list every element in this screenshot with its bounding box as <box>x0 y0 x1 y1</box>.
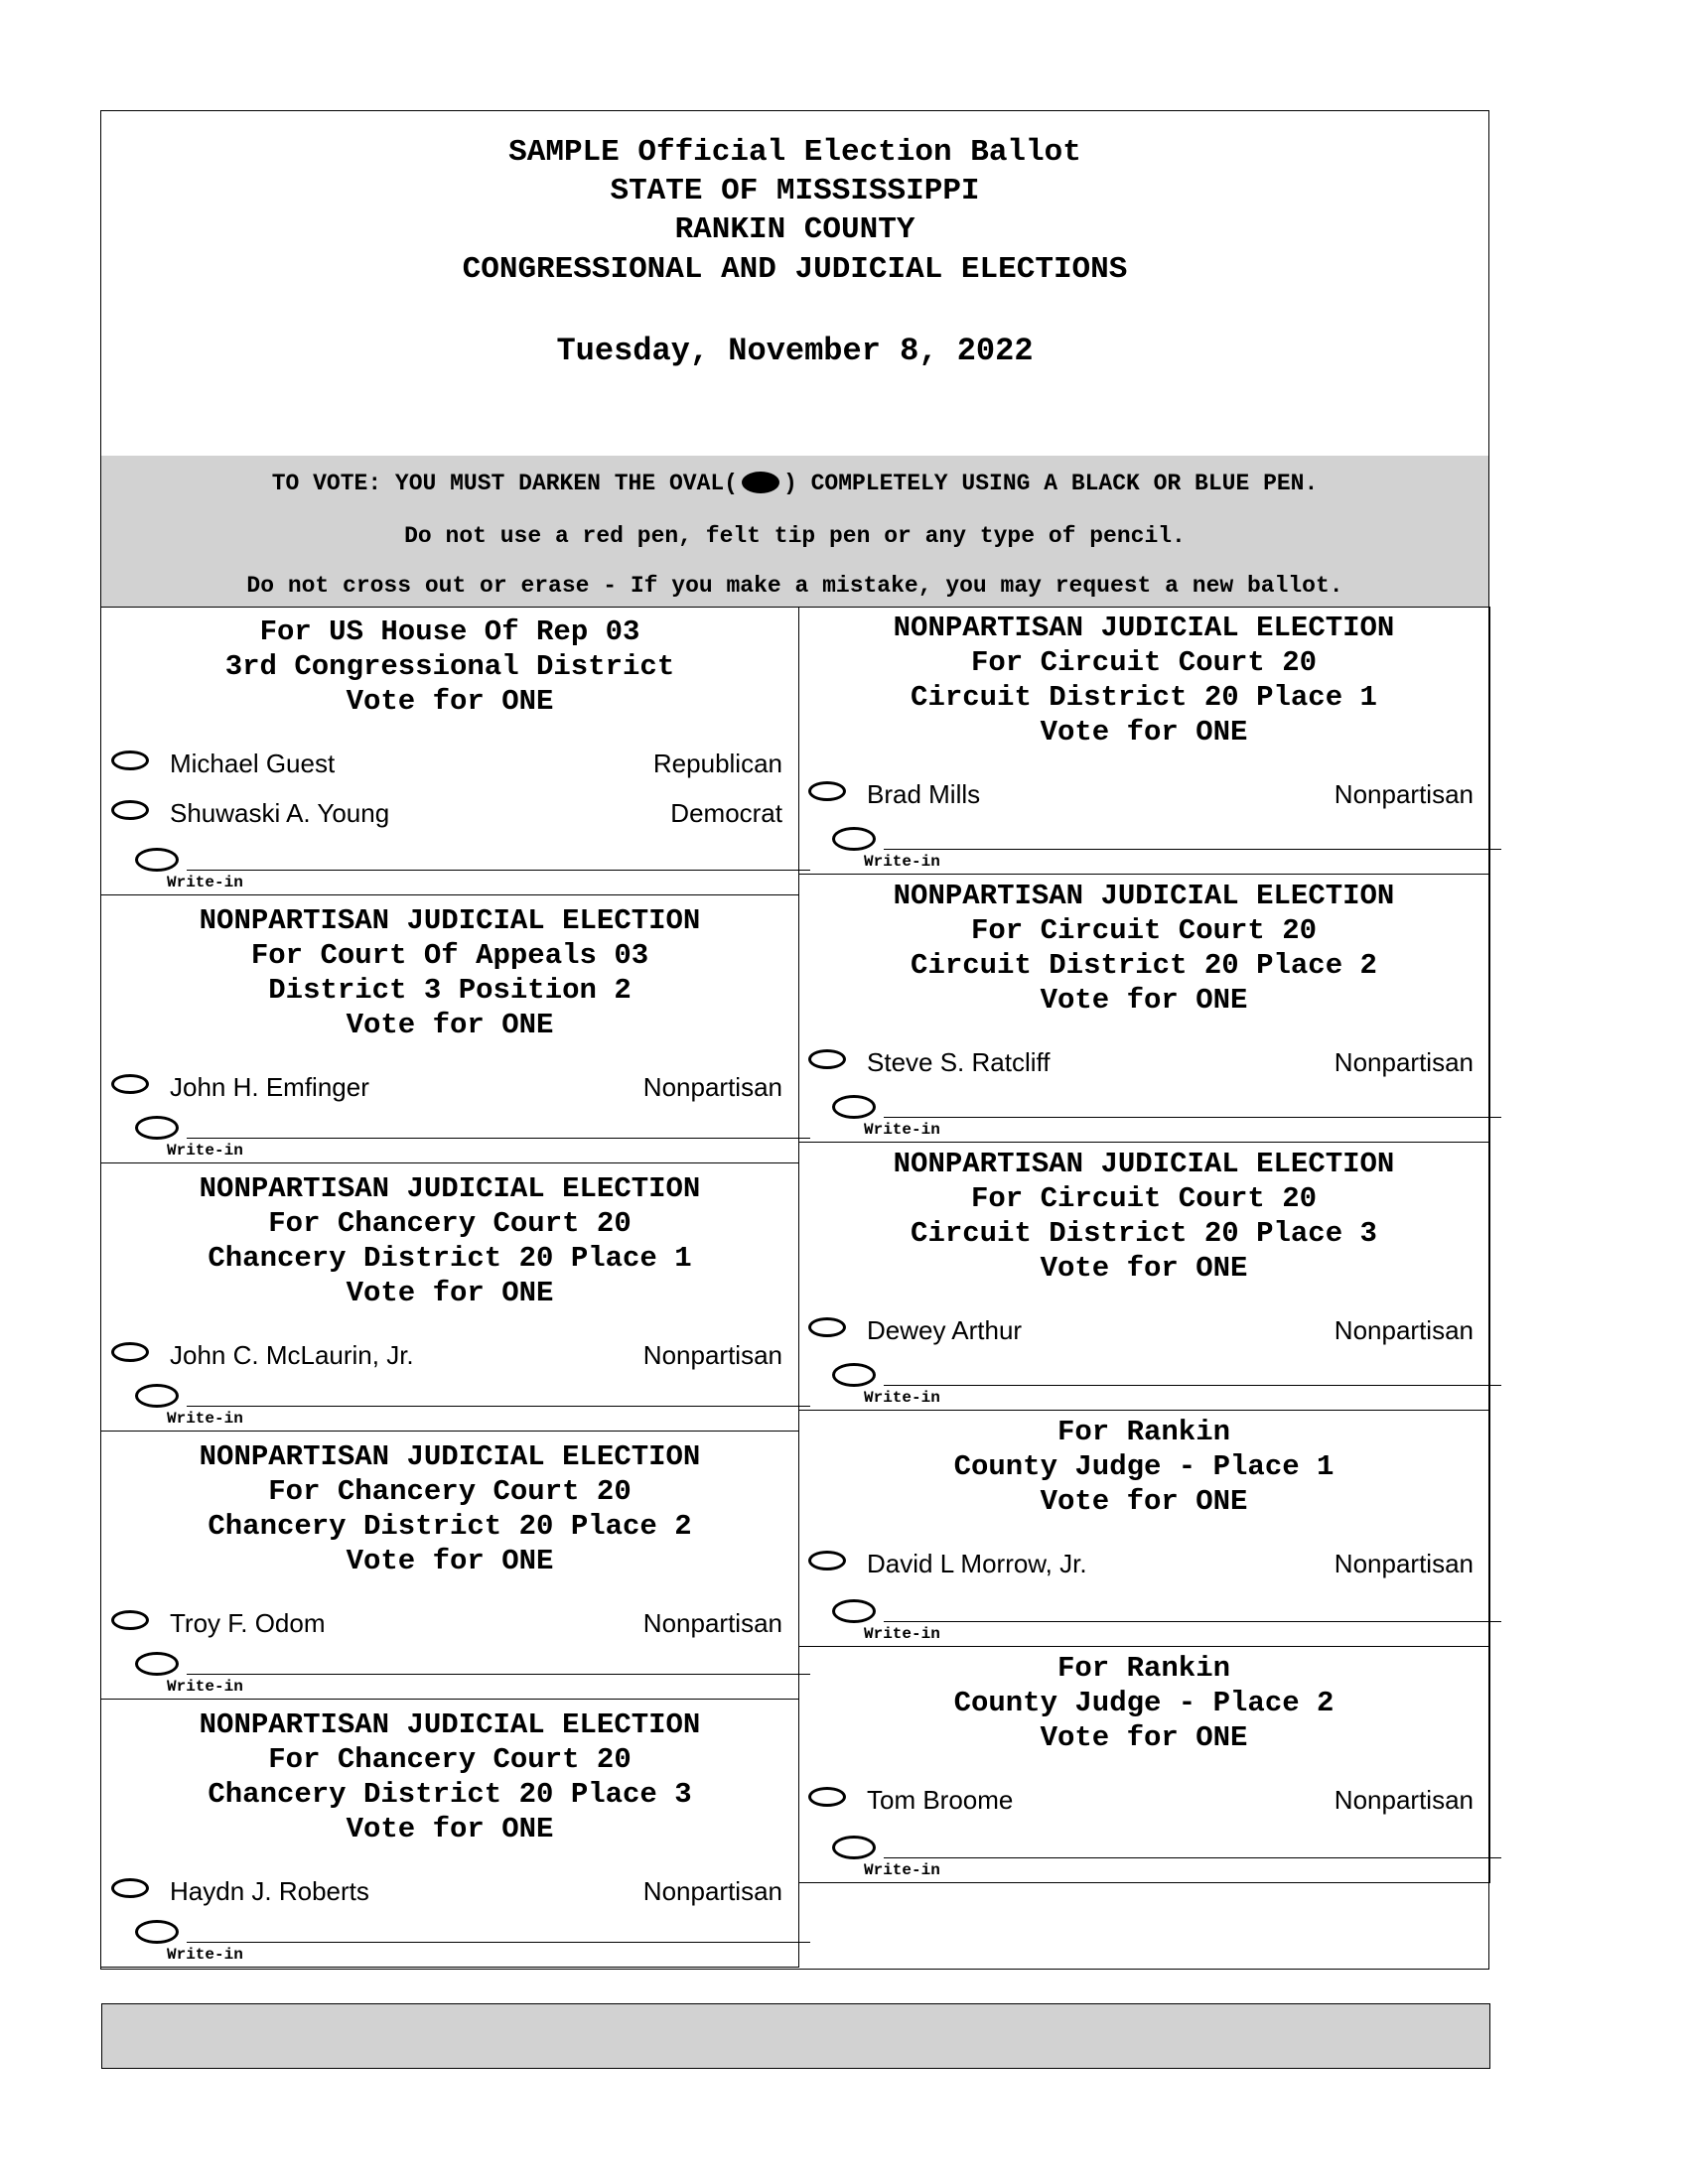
write-in-oval[interactable] <box>135 1920 179 1944</box>
contest-title-line: District 3 Position 2 <box>268 974 632 1007</box>
instruction-line-1 <box>101 470 1488 497</box>
write-in-line[interactable] <box>884 849 1501 850</box>
instruction-line-2: Do not use a red pen, felt tip pen or any type of pencil. <box>404 523 1186 549</box>
contest-title-line: NONPARTISAN JUDICIAL ELECTION <box>893 880 1395 912</box>
vote-oval[interactable] <box>808 1049 846 1069</box>
contest-title-line: For Chancery Court 20 <box>268 1207 632 1240</box>
filled-oval-icon <box>742 472 779 493</box>
write-in-row <box>798 1836 1489 1879</box>
write-in-row <box>101 1116 798 1160</box>
vote-oval[interactable] <box>111 1878 149 1898</box>
contest-title-line: Vote for ONE <box>1040 1252 1248 1285</box>
write-in-row <box>101 848 798 891</box>
contest-right-5 <box>798 1647 1490 1883</box>
contest-right-4 <box>798 1411 1490 1647</box>
contest-title-line: Vote for ONE <box>346 1277 554 1309</box>
contest-title-line: Vote for ONE <box>1040 716 1248 749</box>
ballot-title: SAMPLE Official Election Ballot <box>508 135 1081 170</box>
contest-title-line: For Court Of Appeals 03 <box>250 939 649 972</box>
candidate-row <box>101 1340 798 1374</box>
write-in-label: Write-in <box>864 1121 940 1139</box>
write-in-label: Write-in <box>167 1678 243 1696</box>
write-in-line[interactable] <box>187 1138 810 1139</box>
contest-title-line: Vote for ONE <box>346 685 554 718</box>
candidate-party: Nonpartisan <box>642 1608 782 1638</box>
candidate-party: Nonpartisan <box>1334 779 1474 809</box>
write-in-oval[interactable] <box>135 1384 179 1408</box>
candidate-row <box>101 1072 798 1106</box>
write-in-line[interactable] <box>187 1942 810 1943</box>
contest-right-1 <box>798 607 1490 875</box>
candidate-row <box>101 1876 798 1910</box>
contest-title-line: Circuit District 20 Place 3 <box>911 1217 1377 1250</box>
write-in-oval[interactable] <box>135 848 179 872</box>
candidate-name: Michael Guest <box>170 749 336 778</box>
instruction-line-1-end: ) COMPLETELY USING A BLACK OR BLUE PEN. <box>782 471 1319 496</box>
write-in-line[interactable] <box>884 1385 1501 1386</box>
write-in-label: Write-in <box>864 1861 940 1879</box>
contest-right-3 <box>798 1143 1490 1411</box>
candidate-row <box>798 779 1489 813</box>
contest-title-line: NONPARTISAN JUDICIAL ELECTION <box>199 1440 701 1473</box>
candidate-party: Nonpartisan <box>1334 1785 1474 1815</box>
candidate-name: Tom Broome <box>867 1785 1014 1815</box>
election-date: Tuesday, November 8, 2022 <box>556 333 1034 369</box>
candidate-row <box>101 749 798 782</box>
contest-title-line: Circuit District 20 Place 2 <box>911 949 1377 982</box>
vote-oval[interactable] <box>111 1342 149 1362</box>
write-in-label: Write-in <box>167 1142 243 1160</box>
contest-title-line: Chancery District 20 Place 3 <box>208 1778 692 1811</box>
vote-oval[interactable] <box>808 1551 846 1570</box>
contest-title-line: 3rd Congressional District <box>224 650 675 683</box>
ballot-header <box>101 111 1488 457</box>
write-in-oval[interactable] <box>832 827 876 851</box>
contest-title-line: Vote for ONE <box>1040 1485 1248 1518</box>
write-in-row <box>101 1920 798 1964</box>
write-in-row <box>101 1384 798 1428</box>
candidate-row <box>798 1047 1489 1081</box>
candidate-party: Nonpartisan <box>642 1876 782 1906</box>
write-in-label: Write-in <box>167 1946 243 1964</box>
write-in-oval[interactable] <box>832 1599 876 1623</box>
vote-oval[interactable] <box>111 1610 149 1630</box>
candidate-row <box>101 1608 798 1642</box>
contest-title-line: For Circuit Court 20 <box>970 914 1318 947</box>
candidate-name: Steve S. Ratcliff <box>867 1047 1051 1077</box>
vote-oval[interactable] <box>111 1074 149 1094</box>
write-in-label: Write-in <box>864 853 940 871</box>
county-name: RANKIN COUNTY <box>674 212 915 247</box>
contest-title-line: Vote for ONE <box>1040 984 1248 1017</box>
write-in-row <box>798 1363 1489 1407</box>
candidate-name: Dewey Arthur <box>867 1315 1023 1345</box>
candidate-name: Shuwaski A. Young <box>170 798 390 828</box>
write-in-line[interactable] <box>884 1857 1501 1858</box>
contest-left-3 <box>101 1163 799 1432</box>
candidate-name: Troy F. Odom <box>170 1608 326 1638</box>
write-in-label: Write-in <box>167 874 243 891</box>
candidate-row <box>101 798 798 832</box>
candidate-row <box>798 1549 1489 1582</box>
candidate-party: Nonpartisan <box>1334 1315 1474 1345</box>
write-in-label: Write-in <box>864 1625 940 1643</box>
contest-left-5 <box>101 1700 799 1968</box>
write-in-oval[interactable] <box>135 1652 179 1676</box>
candidate-name: Haydn J. Roberts <box>170 1876 369 1906</box>
vote-oval[interactable] <box>111 751 149 770</box>
election-name: CONGRESSIONAL AND JUDICIAL ELECTIONS <box>462 252 1128 287</box>
contest-title-line: NONPARTISAN JUDICIAL ELECTION <box>199 1172 701 1205</box>
candidate-name: John C. McLaurin, Jr. <box>170 1340 414 1370</box>
contest-right-2 <box>798 875 1490 1143</box>
contest-title-line: County Judge - Place 2 <box>953 1687 1335 1719</box>
candidate-row <box>798 1785 1489 1819</box>
contest-title-line: For Rankin <box>1056 1416 1231 1448</box>
vote-oval[interactable] <box>808 781 846 801</box>
candidate-name: John H. Emfinger <box>170 1072 369 1102</box>
candidate-name: Brad Mills <box>867 779 981 809</box>
write-in-line[interactable] <box>884 1621 1501 1622</box>
contest-title-line: For Circuit Court 20 <box>970 1182 1318 1215</box>
write-in-oval[interactable] <box>832 1836 876 1859</box>
candidate-party: Nonpartisan <box>1334 1047 1474 1077</box>
contest-title-line: NONPARTISAN JUDICIAL ELECTION <box>199 904 701 937</box>
write-in-line[interactable] <box>187 1406 810 1407</box>
candidate-name: David L Morrow, Jr. <box>867 1549 1087 1578</box>
write-in-row <box>798 827 1489 871</box>
contest-title-line: For Circuit Court 20 <box>970 646 1318 679</box>
write-in-row <box>101 1652 798 1696</box>
contest-title-line: County Judge - Place 1 <box>953 1450 1335 1483</box>
write-in-label: Write-in <box>864 1389 940 1407</box>
write-in-line[interactable] <box>187 1674 810 1675</box>
contest-title-line: For US House Of Rep 03 <box>259 615 640 648</box>
contest-title-line: For Chancery Court 20 <box>268 1475 632 1508</box>
ballot-form <box>100 110 1489 1970</box>
candidate-party: Nonpartisan <box>642 1340 782 1370</box>
instruction-line-3: Do not cross out or erase - If you make a mistake, you may request a new ballot. <box>246 573 1343 599</box>
contest-title-line: Vote for ONE <box>346 1009 554 1041</box>
vote-oval[interactable] <box>111 800 149 820</box>
contest-title-line: Vote for ONE <box>346 1813 554 1845</box>
candidate-party: Democrat <box>670 798 782 828</box>
write-in-oval[interactable] <box>832 1363 876 1387</box>
state-name: STATE OF MISSISSIPPI <box>610 174 980 208</box>
contest-title-line: Vote for ONE <box>1040 1721 1248 1754</box>
vote-oval[interactable] <box>808 1317 846 1337</box>
write-in-oval[interactable] <box>135 1116 179 1140</box>
voting-instructions <box>101 456 1488 608</box>
write-in-row <box>798 1599 1489 1643</box>
write-in-oval[interactable] <box>832 1095 876 1119</box>
contest-title-line: For Chancery Court 20 <box>268 1743 632 1776</box>
contest-title-line: NONPARTISAN JUDICIAL ELECTION <box>199 1708 701 1741</box>
write-in-line[interactable] <box>884 1117 1501 1118</box>
contest-title-line: For Rankin <box>1056 1652 1231 1685</box>
contest-title-line: Chancery District 20 Place 1 <box>208 1242 692 1275</box>
candidate-party: Republican <box>652 749 782 778</box>
write-in-line[interactable] <box>187 870 810 871</box>
contest-title-line: NONPARTISAN JUDICIAL ELECTION <box>893 1148 1395 1180</box>
instruction-line-1-start: TO VOTE: YOU MUST DARKEN THE OVAL( <box>271 471 738 496</box>
candidate-row <box>798 1315 1489 1349</box>
contest-title-line: NONPARTISAN JUDICIAL ELECTION <box>893 612 1395 644</box>
candidate-party: Nonpartisan <box>1334 1549 1474 1578</box>
footer-bar <box>101 2003 1490 2069</box>
contest-title-line: Circuit District 20 Place 1 <box>911 681 1377 714</box>
vote-oval[interactable] <box>808 1787 846 1807</box>
write-in-label: Write-in <box>167 1410 243 1428</box>
contest-title-line: Chancery District 20 Place 2 <box>208 1510 692 1543</box>
write-in-row <box>798 1095 1489 1139</box>
candidate-party: Nonpartisan <box>642 1072 782 1102</box>
contest-title-line: Vote for ONE <box>346 1545 554 1577</box>
contest-left-1 <box>101 607 799 895</box>
contest-left-2 <box>101 895 799 1163</box>
contest-left-4 <box>101 1432 799 1700</box>
